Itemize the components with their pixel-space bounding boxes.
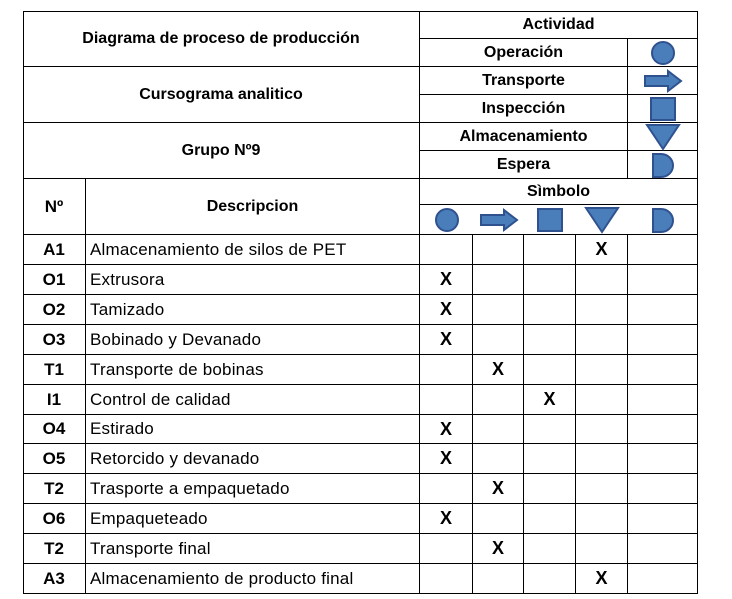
row-number: A3 [23, 564, 86, 594]
row-number: O5 [23, 444, 86, 474]
activity-name-3: Almacenamiento [420, 123, 628, 151]
activity-name-0: Operación [420, 39, 628, 67]
mark-cell [628, 385, 698, 415]
square-icon [536, 207, 564, 233]
mark-cell [524, 444, 576, 474]
mark-cell [576, 265, 628, 295]
mark-cell [576, 355, 628, 385]
row-description: Bobinado y Devanado [86, 325, 420, 355]
activity-mark: X [491, 478, 504, 498]
mark-cell [576, 534, 628, 564]
row-description: Control de calidad [86, 385, 420, 415]
activity-symbol-cell-1 [628, 67, 698, 95]
mark-cell [420, 385, 473, 415]
mark-cell [473, 295, 524, 325]
row-number: O4 [23, 415, 86, 444]
row-number: T2 [23, 474, 86, 504]
row-number: O6 [23, 504, 86, 534]
arrow-right-icon [643, 69, 683, 93]
row-description: Transporte de bobinas [86, 355, 420, 385]
mark-cell [473, 534, 524, 564]
symbol-column-4 [628, 205, 698, 235]
mark-cell [524, 474, 576, 504]
process-chart-table [23, 11, 698, 594]
mark-cell [628, 355, 698, 385]
mark-cell [473, 564, 524, 594]
mark-cell [524, 415, 576, 444]
activity-mark: X [439, 418, 452, 439]
mark-cell [473, 474, 524, 504]
activity-symbol-cell-0 [628, 39, 698, 67]
mark-cell [628, 415, 698, 444]
mark-cell [420, 415, 473, 444]
triangle-down-icon [584, 206, 620, 234]
row-number: T2 [23, 534, 86, 564]
mark-cell [420, 564, 473, 594]
activity-name-2: Inspección [420, 95, 628, 123]
activity-mark: X [543, 389, 556, 409]
mark-cell [420, 355, 473, 385]
mark-cell [420, 474, 473, 504]
row-description: Retorcido y devanado [86, 444, 420, 474]
group-label: Grupo Nº9 [23, 123, 420, 179]
mark-cell [628, 504, 698, 534]
triangle-down-icon [645, 123, 681, 151]
activity-mark: X [439, 448, 452, 468]
activity-symbol-cell-2 [628, 95, 698, 123]
mark-cell [420, 504, 473, 534]
row-number: I1 [23, 385, 86, 415]
mark-cell [420, 534, 473, 564]
activity-mark: X [491, 538, 504, 558]
circle-icon [649, 40, 677, 66]
mark-cell [473, 385, 524, 415]
symbol-header: Sìmbolo [420, 179, 698, 205]
activity-mark: X [595, 239, 608, 259]
mark-cell [628, 444, 698, 474]
mark-cell [524, 385, 576, 415]
mark-cell [576, 474, 628, 504]
mark-cell [524, 504, 576, 534]
arrow-right-icon [479, 208, 519, 232]
row-description: Almacenamiento de producto final [86, 564, 420, 594]
mark-cell [576, 235, 628, 265]
activity-mark: X [595, 568, 608, 588]
activity-symbol-cell-3 [628, 123, 698, 151]
diagram-title: Diagrama de proceso de producción [23, 11, 420, 67]
mark-cell [576, 415, 628, 444]
chart-subtitle: Cursograma analitico [23, 67, 420, 123]
mark-cell [628, 534, 698, 564]
mark-cell [524, 265, 576, 295]
mark-cell [576, 564, 628, 594]
mark-cell [524, 564, 576, 594]
mark-cell [628, 235, 698, 265]
row-number: O1 [23, 265, 86, 295]
activity-mark: X [439, 329, 452, 349]
mark-cell [628, 265, 698, 295]
mark-cell [420, 265, 473, 295]
symbol-column-2 [524, 205, 576, 235]
mark-cell [473, 235, 524, 265]
activity-header: Actividad [420, 11, 698, 39]
mark-cell [473, 355, 524, 385]
d-shape-icon [650, 152, 676, 178]
mark-cell [628, 474, 698, 504]
row-description: Transporte final [86, 534, 420, 564]
mark-cell [420, 235, 473, 265]
mark-cell [576, 385, 628, 415]
row-description: Empaqueteado [86, 504, 420, 534]
mark-cell [524, 534, 576, 564]
row-description: Almacenamiento de silos de PET [86, 235, 420, 265]
mark-cell [628, 325, 698, 355]
activity-mark: X [439, 269, 452, 289]
row-number: A1 [23, 235, 86, 265]
activity-name-1: Transporte [420, 67, 628, 95]
activity-mark: X [491, 359, 504, 379]
row-number: T1 [23, 355, 86, 385]
mark-cell [628, 295, 698, 325]
activity-mark: X [439, 299, 452, 319]
mark-cell [524, 325, 576, 355]
symbol-column-3 [576, 205, 628, 235]
activity-name-4: Espera [420, 151, 628, 179]
mark-cell [524, 295, 576, 325]
mark-cell [420, 325, 473, 355]
square-icon [649, 96, 677, 122]
row-description: Tamizado [86, 295, 420, 325]
mark-cell [473, 504, 524, 534]
mark-cell [473, 444, 524, 474]
mark-cell [473, 265, 524, 295]
mark-cell [473, 325, 524, 355]
activity-mark: X [439, 508, 452, 528]
row-description: Estirado [86, 415, 420, 444]
row-number: O2 [23, 295, 86, 325]
mark-cell [576, 295, 628, 325]
d-shape-icon [650, 207, 676, 233]
description-column-header: Descripcion [86, 179, 420, 235]
symbol-column-1 [473, 205, 524, 235]
mark-cell [524, 235, 576, 265]
mark-cell [524, 355, 576, 385]
mark-cell [576, 504, 628, 534]
row-description: Trasporte a empaquetado [86, 474, 420, 504]
circle-icon [433, 207, 461, 233]
mark-cell [576, 325, 628, 355]
mark-cell [420, 295, 473, 325]
row-description: Extrusora [86, 265, 420, 295]
row-number: O3 [23, 325, 86, 355]
activity-symbol-cell-4 [628, 151, 698, 179]
mark-cell [628, 564, 698, 594]
symbol-column-0 [420, 205, 473, 235]
number-column-header: Nº [23, 179, 86, 235]
mark-cell [473, 415, 524, 444]
mark-cell [420, 444, 473, 474]
mark-cell [576, 444, 628, 474]
